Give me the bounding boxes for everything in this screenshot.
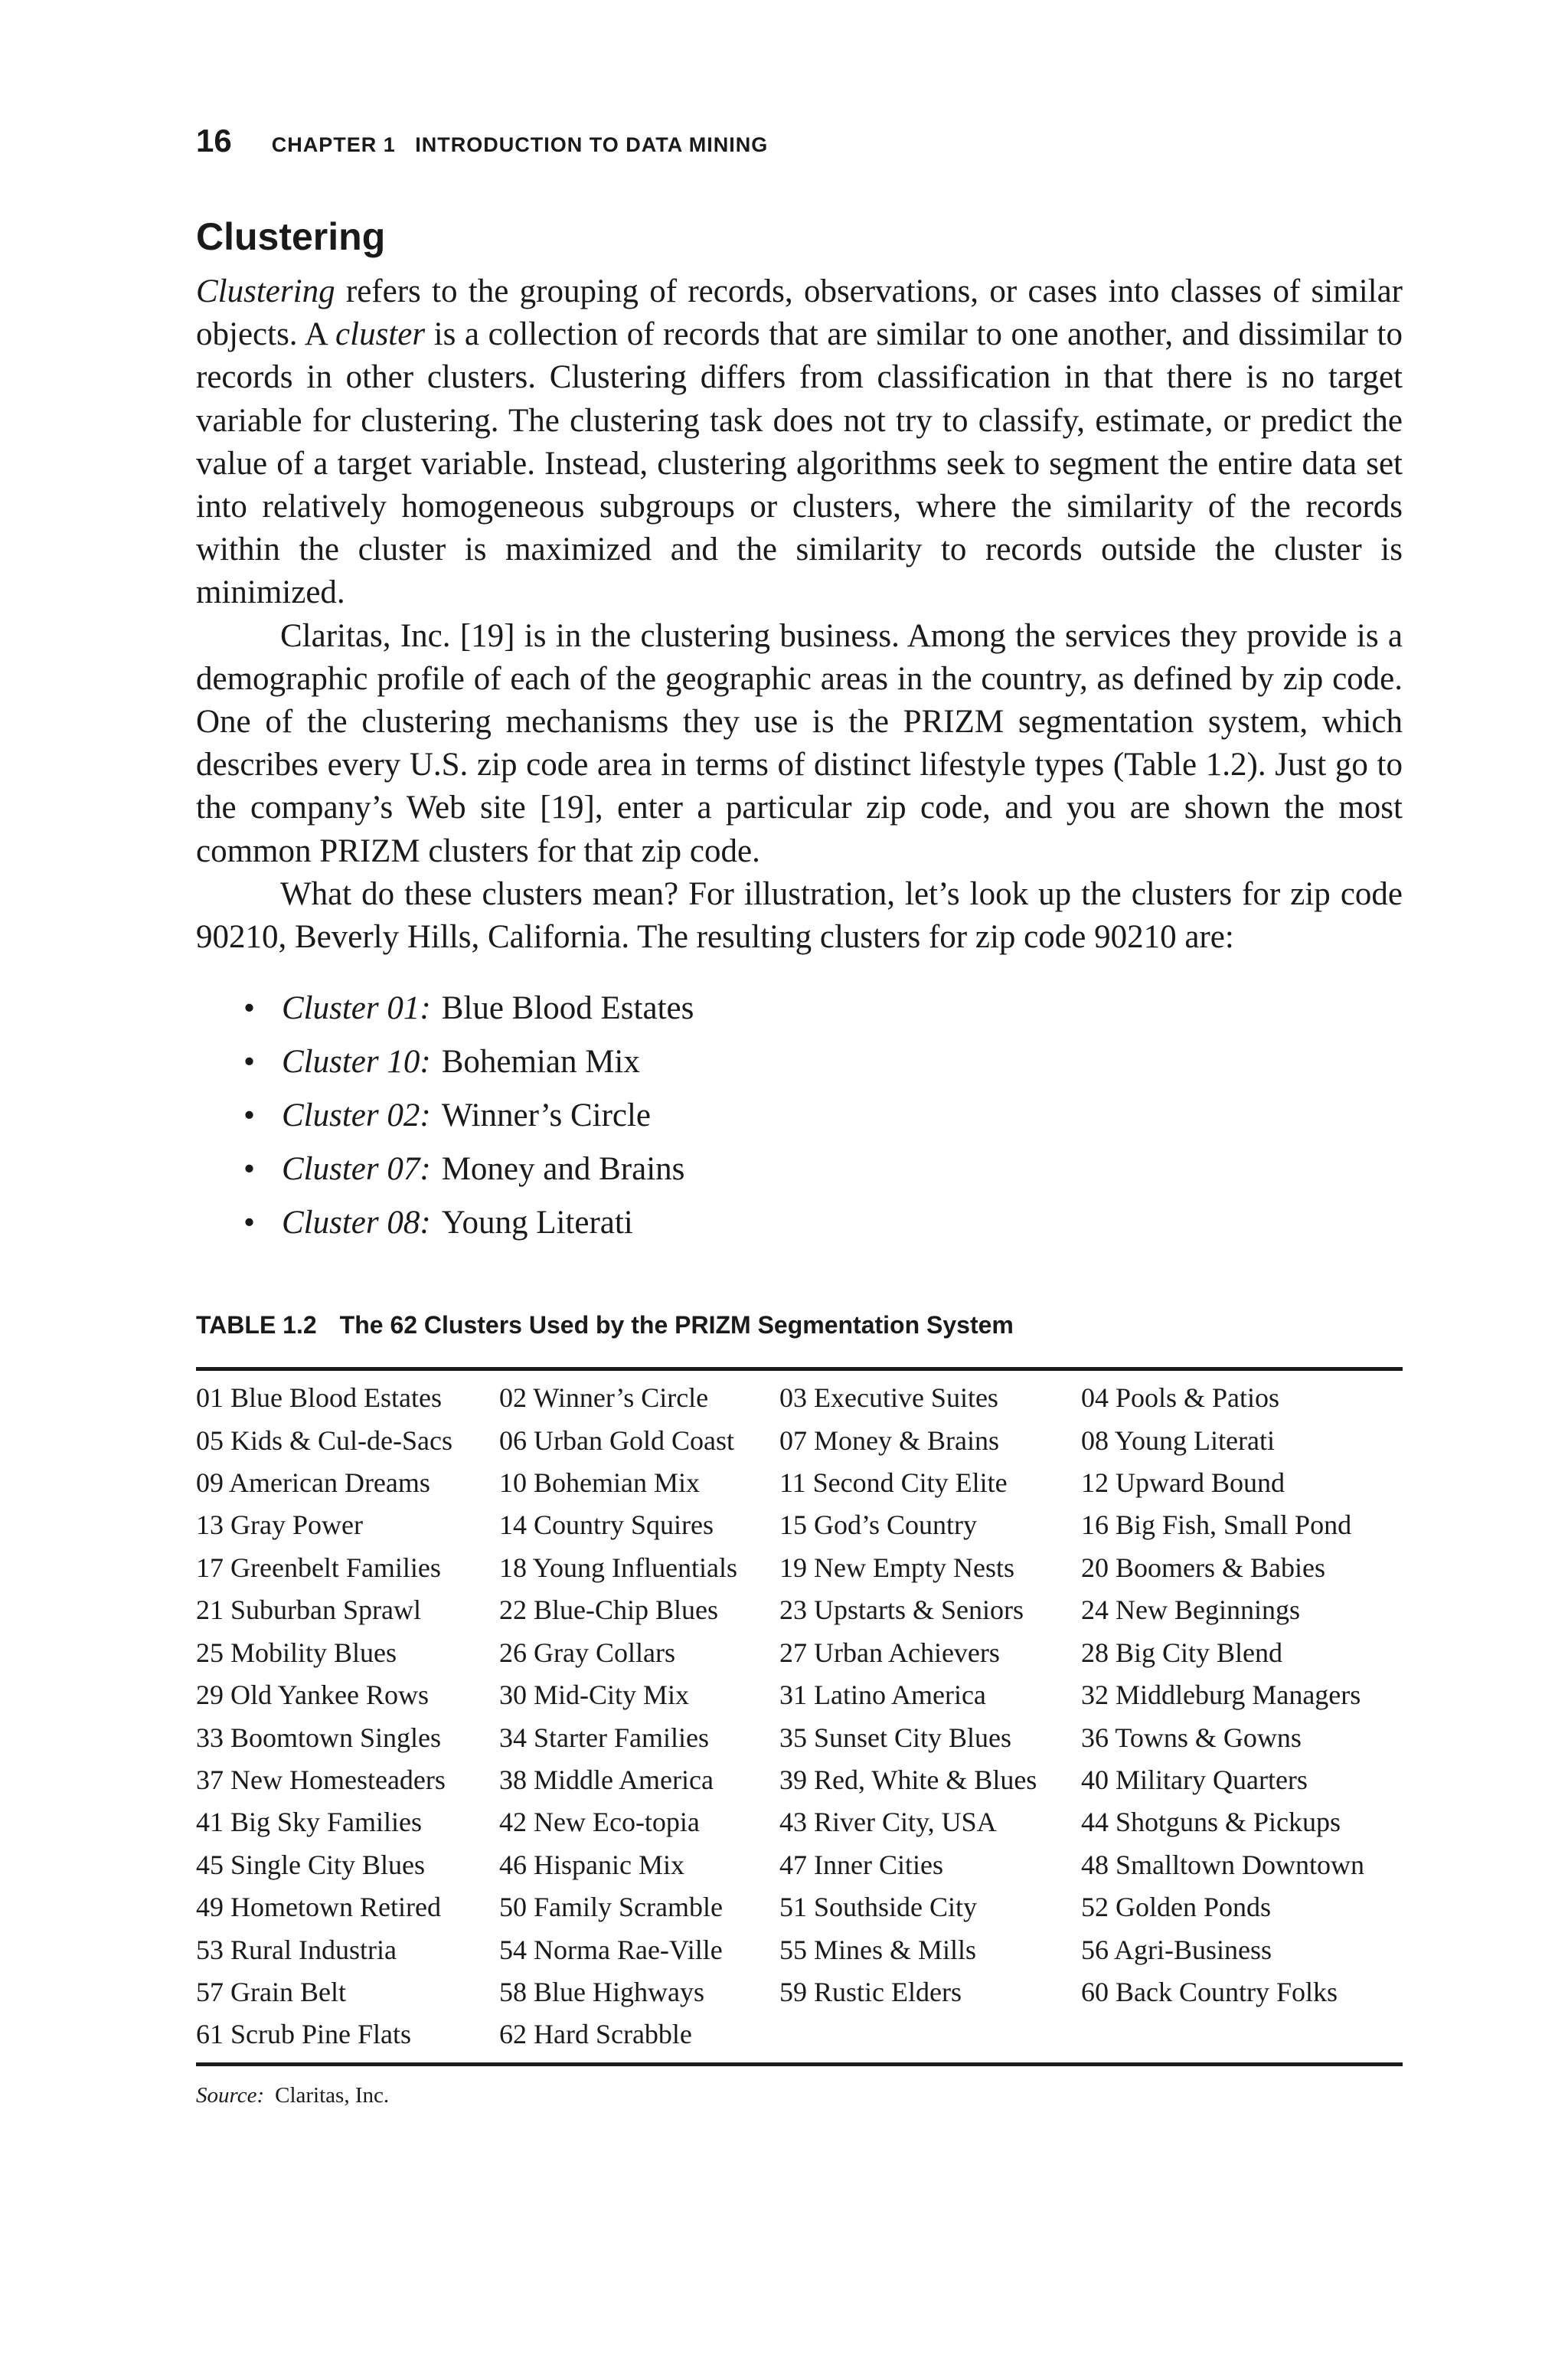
table-cell: 61 Scrub Pine Flats <box>196 2019 412 2050</box>
table-cell: 29 Old Yankee Rows <box>196 1680 430 1711</box>
table-cell: 27 Urban Achievers <box>779 1637 1000 1668</box>
table-row <box>196 1717 1403 1759</box>
table-cell: 58 Blue Highways <box>499 1976 704 2007</box>
source-label: Source: <box>196 2082 265 2108</box>
table-row <box>196 1589 1403 1631</box>
table-cell: 15 God’s Country <box>779 1509 978 1541</box>
table-row <box>196 2013 1403 2056</box>
table-cell: 14 Country Squires <box>499 1509 714 1541</box>
table-row <box>196 1547 1403 1589</box>
term-cluster: cluster <box>335 316 426 353</box>
table-cell: 31 Latino America <box>779 1680 986 1711</box>
cluster-label: Cluster 10: <box>282 1044 431 1081</box>
table-cell: 43 River City, USA <box>779 1807 997 1838</box>
table-cell: 19 New Empty Nests <box>779 1552 1014 1583</box>
table-cell: 45 Single City Blues <box>196 1849 426 1880</box>
table-cell: 46 Hispanic Mix <box>499 1849 684 1880</box>
table-cell: 07 Money & Brains <box>779 1424 999 1456</box>
list-item <box>243 1196 1403 1250</box>
table-cell: 23 Upstarts & Seniors <box>779 1594 1024 1626</box>
table-row <box>196 1462 1403 1504</box>
cluster-label: Cluster 01: <box>282 990 431 1027</box>
table-cell: 30 Mid-City Mix <box>499 1680 690 1711</box>
table-cell: 57 Grain Belt <box>196 1976 346 2007</box>
bullet-icon: • <box>243 1097 256 1134</box>
table-cell: 50 Family Scramble <box>499 1892 723 1923</box>
table-cell: 22 Blue-Chip Blues <box>499 1594 718 1626</box>
table-cell: 44 Shotguns & Pickups <box>1081 1807 1341 1838</box>
table-cell: 62 Hard Scrabble <box>499 2019 692 2050</box>
table-cell: 03 Executive Suites <box>779 1382 998 1414</box>
table-cell: 37 New Homesteaders <box>196 1764 446 1795</box>
cluster-name: Winner’s Circle <box>441 1097 652 1134</box>
paragraph-3: What do these clusters mean? For illustration, let’s look up the clusters for zip code 90210, Beverly Hills, California. The resulting clusters for zip code 90210 are: <box>196 875 1403 956</box>
table-number: TABLE 1.2 <box>196 1311 317 1339</box>
table-row <box>196 1420 1403 1462</box>
table-row <box>196 1504 1403 1546</box>
table-cell: 33 Boomtown Singles <box>196 1722 442 1753</box>
table-cell: 60 Back Country Folks <box>1081 1976 1338 2007</box>
table-cell: 36 Towns & Gowns <box>1081 1722 1302 1753</box>
table-cell: 02 Winner’s Circle <box>499 1382 709 1414</box>
table-cell: 48 Smalltown Downtown <box>1081 1849 1365 1880</box>
table-row <box>196 1929 1403 1971</box>
table-cell: 20 Boomers & Babies <box>1081 1552 1325 1583</box>
table-cell: 25 Mobility Blues <box>196 1637 397 1668</box>
table-cell: 52 Golden Ponds <box>1081 1892 1272 1923</box>
list-item <box>243 1143 1403 1196</box>
table-cell: 56 Agri-Business <box>1081 1934 1272 1965</box>
table-cell: 13 Gray Power <box>196 1509 363 1541</box>
table-cell: 18 Young Influentials <box>499 1552 738 1583</box>
table-cell: 34 Starter Families <box>499 1722 709 1753</box>
table-row <box>196 1632 1403 1674</box>
paragraph-1 <box>196 270 1403 615</box>
table-cell: 01 Blue Blood Estates <box>196 1382 442 1414</box>
table-cell: 05 Kids & Cul-de-Sacs <box>196 1424 452 1456</box>
cluster-bullet-list <box>196 982 1403 1250</box>
chapter-title: CHAPTER 1 INTRODUCTION TO DATA MINING <box>271 133 769 156</box>
table-cell: 28 Big City Blend <box>1081 1637 1283 1668</box>
table-cell: 16 Big Fish, Small Pond <box>1081 1509 1352 1541</box>
page-number: 16 <box>196 123 232 159</box>
term-clustering: Clustering <box>196 273 335 309</box>
cluster-label: Cluster 02: <box>282 1097 431 1134</box>
table-source <box>196 2083 1403 2108</box>
table-top-rule <box>196 1367 1403 1371</box>
table-cell <box>779 2013 1081 2056</box>
paragraph-1-part-a: refers to the grouping of records, observations, or cases into classes of similar objects. A <box>196 273 1403 353</box>
table-cell: 17 Greenbelt Families <box>196 1552 441 1583</box>
table-cell: 12 Upward Bound <box>1081 1467 1285 1499</box>
bullet-icon: • <box>243 1044 256 1081</box>
table-row <box>196 1674 1403 1716</box>
table-caption <box>196 1311 1403 1339</box>
table-cell: 55 Mines & Mills <box>779 1934 977 1965</box>
table-cell: 35 Sunset City Blues <box>779 1722 1012 1753</box>
prizm-clusters-table <box>196 1377 1403 2056</box>
running-head <box>196 123 1403 176</box>
table-cell: 11 Second City Elite <box>779 1467 1008 1499</box>
table-cell: 32 Middleburg Managers <box>1081 1680 1361 1711</box>
table-row <box>196 1844 1403 1886</box>
section-title: Clustering <box>196 215 386 258</box>
table-cell: 24 New Beginnings <box>1081 1594 1300 1626</box>
cluster-label: Cluster 07: <box>282 1151 431 1188</box>
table-row <box>196 1971 1403 2013</box>
cluster-label: Cluster 08: <box>282 1205 431 1241</box>
table-cell: 53 Rural Industria <box>196 1934 397 1965</box>
table-cell: 47 Inner Cities <box>779 1849 943 1880</box>
table-row <box>196 1886 1403 1928</box>
list-item <box>243 1035 1403 1089</box>
table-cell: 09 American Dreams <box>196 1467 430 1499</box>
paragraph-1-part-b: is a collection of records that are similar to one another, and dissimilar to records in other clusters. Clustering differs from classification in that there is no target variable for clustering. The clustering task does not try to classify, estimate, or predict the value of a target variable. Instead, clustering algorithms seek to segment the entire data set into relatively homogeneous subgroups or clusters, where the similarity of the records within the cluster is maximized and the similarity to records outside the cluster is minimized. <box>196 316 1403 611</box>
table-cell: 39 Red, White & Blues <box>779 1764 1037 1795</box>
bullet-icon: • <box>243 990 256 1027</box>
table-cell: 08 Young Literati <box>1081 1424 1276 1456</box>
table-cell: 49 Hometown Retired <box>196 1892 441 1923</box>
source-value: Claritas, Inc. <box>275 2082 390 2108</box>
book-page <box>196 123 1403 2108</box>
list-item <box>243 982 1403 1035</box>
list-item <box>243 1089 1403 1143</box>
cluster-name: Blue Blood Estates <box>441 990 694 1027</box>
table-cell: 54 Norma Rae-Ville <box>499 1934 723 1965</box>
table-cell: 06 Urban Gold Coast <box>499 1424 734 1456</box>
table-row <box>196 1801 1403 1843</box>
table-cell: 59 Rustic Elders <box>779 1976 962 2007</box>
table-title: The 62 Clusters Used by the PRIZM Segmentation System <box>339 1311 1014 1339</box>
table-cell: 21 Suburban Sprawl <box>196 1594 421 1626</box>
bullet-icon: • <box>243 1151 256 1188</box>
table-cell: 51 Southside City <box>779 1892 978 1923</box>
table-row <box>196 1377 1403 1419</box>
table-cell: 38 Middle America <box>499 1764 714 1795</box>
table-bottom-rule <box>196 2062 1403 2066</box>
table-cell <box>1081 2013 1403 2056</box>
table-cell: 26 Gray Collars <box>499 1637 675 1668</box>
table-cell: 10 Bohemian Mix <box>499 1467 700 1499</box>
cluster-name: Young Literati <box>441 1205 633 1241</box>
table-cell: 40 Military Quarters <box>1081 1764 1308 1795</box>
cluster-name: Money and Brains <box>441 1151 685 1188</box>
table-cell: 42 New Eco-topia <box>499 1807 700 1838</box>
paragraph-2: Claritas, Inc. [19] is in the clustering business. Among the services they provide is a demographic profile of each of the geographic areas in the country, as defined by zip code. One of the clustering mechanisms they use is the PRIZM segmentation system, which describes every U.S. zip code area in terms of distinct lifestyle types (Table 1.2). Just go to the company’s Web site [19], enter a particular zip code, and you are shown the most common PRIZM clusters for that zip code. <box>196 617 1403 869</box>
table-cell: 41 Big Sky Families <box>196 1807 423 1838</box>
table-cell: 04 Pools & Patios <box>1081 1382 1280 1414</box>
bullet-icon: • <box>243 1205 256 1241</box>
table-row <box>196 1759 1403 1801</box>
cluster-name: Bohemian Mix <box>441 1044 640 1081</box>
